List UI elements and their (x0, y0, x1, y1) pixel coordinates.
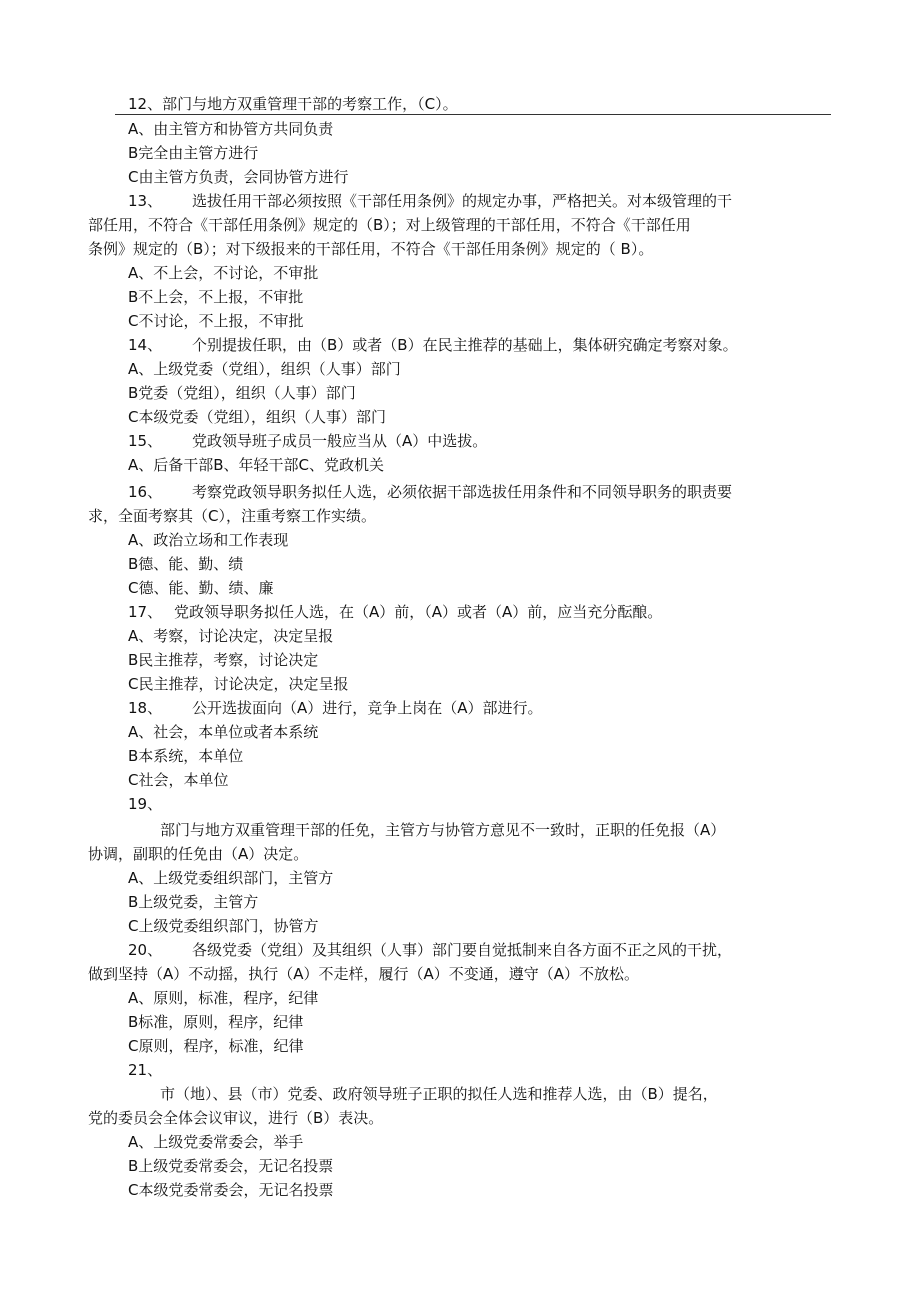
question-text-continued: 协调，副职的任免由（A）决定。 (88, 845, 309, 863)
option: B党委（党组），组织（人事）部门 (128, 384, 356, 402)
option: C不讨论，不上报，不审批 (128, 312, 304, 330)
option: A、原则，标准，程序，纪律 (128, 989, 319, 1007)
question-19 (0, 792, 920, 816)
option: A、不上会，不讨论，不审批 (128, 264, 319, 282)
question-text-continued: 部任用，不符合《干部任用条例》规定的（B）；对上级管理的干部任用，不符合《干部任用 (88, 216, 691, 234)
question-text: 市（地）、县（市）党委、政府领导班子正职的拟任人选和推荐人选，由（B）提名， (160, 1085, 718, 1103)
question-16 (0, 480, 920, 504)
option: A、上级党委常委会，举手 (128, 1133, 304, 1151)
option: C德、能、勤、绩、廉 (128, 579, 274, 597)
option: B本系统，本单位 (128, 747, 244, 765)
option: C原则，程序，标准，纪律 (128, 1037, 304, 1055)
question-number: 17、 (128, 603, 163, 621)
question-number: 15、 (128, 432, 163, 450)
question-21 (0, 1058, 920, 1082)
question-15 (0, 429, 920, 453)
option: B不上会，不上报，不审批 (128, 288, 304, 306)
question-text-continued: 条例》规定的（B）；对下级报来的干部任用，不符合《干部任用条例》规定的（ B）。 (88, 240, 654, 258)
question-number: 21、 (128, 1061, 163, 1079)
question-number: 12、 (128, 95, 163, 113)
question-number: 13、 (128, 192, 163, 210)
question-text: 党政领导职务拟任人选，在（A）前，（A）或者（A）前，应当充分酝酿。 (174, 603, 663, 621)
option: A、考察，讨论决定，决定呈报 (128, 627, 334, 645)
question-number: 20、 (128, 941, 163, 959)
question-text: 部门与地方双重管理干部的任免，主管方与协管方意见不一致时，正职的任免报（A） (160, 821, 726, 839)
question-text: 各级党委（党组）及其组织（人事）部门要自觉抵制来自各方面不正之风的干扰， (192, 941, 733, 959)
question-12 (0, 92, 920, 116)
question-14 (0, 333, 920, 357)
option: B德、能、勤、绩 (128, 555, 244, 573)
option: B民主推荐，考察，讨论决定 (128, 651, 319, 669)
option: A、政治立场和工作表现 (128, 531, 289, 549)
question-text-continued: 求，全面考察其（C），注重考察工作实绩。 (88, 507, 376, 525)
option: C民主推荐，讨论决定，决定呈报 (128, 675, 349, 693)
question-text: 公开选拔面向（A）进行，竞争上岗在（A）部进行。 (192, 699, 543, 717)
option: B标准，原则，程序，纪律 (128, 1013, 304, 1031)
option: C本级党委（党组），组织（人事）部门 (128, 408, 386, 426)
option: C上级党委组织部门，协管方 (128, 917, 319, 935)
question-text: 选拔任用干部必须按照《干部任用条例》的规定办事，严格把关。对本级管理的干 (192, 192, 733, 210)
option: A、社会，本单位或者本系统 (128, 723, 319, 741)
question-18 (0, 696, 920, 720)
question-text: 考察党政领导职务拟任人选，必须依据干部选拔任用条件和不同领导职务的职责要 (192, 483, 733, 501)
question-number: 18、 (128, 699, 163, 717)
question-text: 部门与地方双重管理干部的考察工作，（C）。 (162, 95, 458, 113)
option: A、上级党委组织部门，主管方 (128, 869, 334, 887)
question-text-continued: 做到坚持（A）不动摇，执行（A）不走样，履行（A）不变通，遵守（A）不放松。 (88, 965, 640, 983)
question-number: 16、 (128, 483, 163, 501)
option: A、由主管方和协管方共同负责 (128, 120, 334, 138)
option: B上级党委常委会，无记名投票 (128, 1157, 334, 1175)
option: C本级党委常委会，无记名投票 (128, 1181, 334, 1199)
option: A、上级党委（党组），组织（人事）部门 (128, 360, 401, 378)
question-17 (0, 600, 920, 624)
question-20 (0, 938, 920, 962)
question-13 (0, 189, 920, 213)
question-text: 党政领导班子成员一般应当从（A）中选拔。 (192, 432, 488, 450)
option: C由主管方负责，会同协管方进行 (128, 168, 349, 186)
option: B完全由主管方进行 (128, 144, 259, 162)
option: A、后备干部B、年轻干部C、党政机关 (128, 456, 385, 474)
question-text: 个别提拔任职，由（B）或者（B）在民主推荐的基础上，集体研究确定考察对象。 (192, 336, 738, 354)
question-text-continued: 党的委员会全体会议审议，进行（B）表决。 (88, 1109, 384, 1127)
question-number: 14、 (128, 336, 163, 354)
option: C社会，本单位 (128, 771, 229, 789)
option: B上级党委，主管方 (128, 893, 259, 911)
question-number: 19、 (128, 795, 163, 813)
